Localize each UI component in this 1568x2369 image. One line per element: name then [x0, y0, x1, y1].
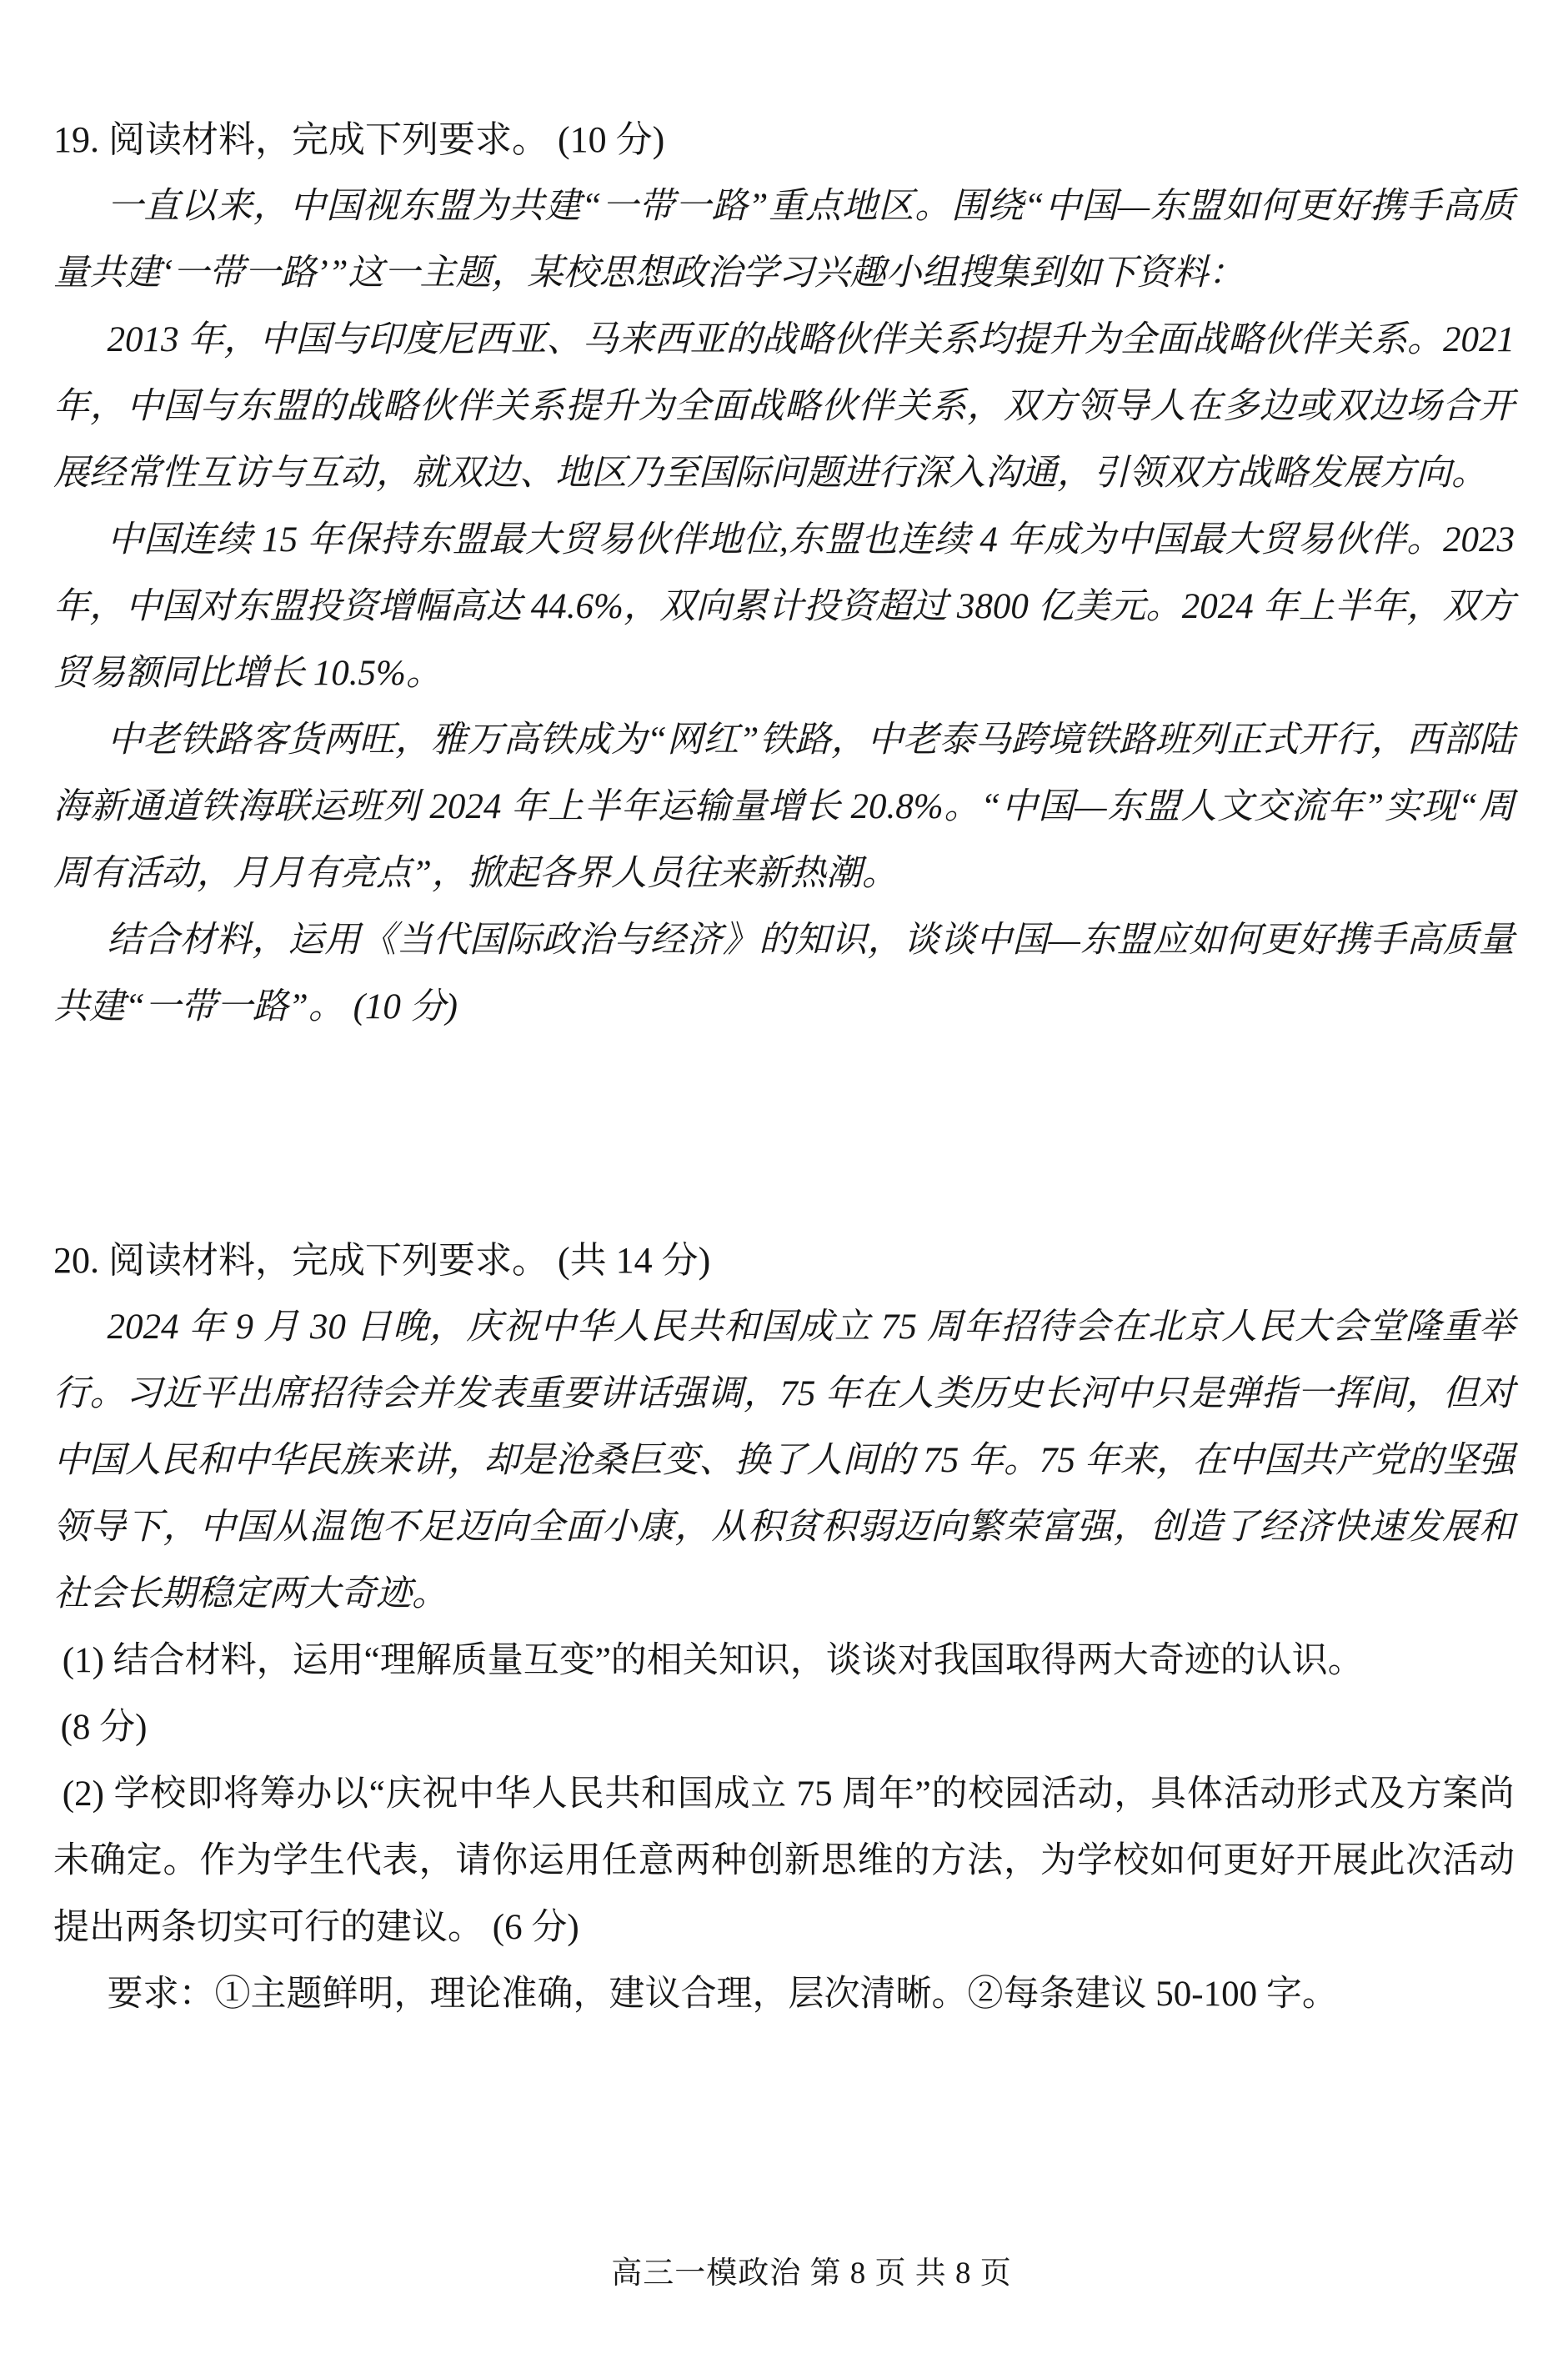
- page-footer: 高三一模政治 第 8 页 共 8 页: [611, 2256, 1012, 2291]
- question-20-sub-question-2: (2) 学校即将筹办以“庆祝中华人民共和国成立 75 周年”的校园活动，具体活动形式及方案尚未确定。作为学生代表，请你运用任意两种创新思维的方法，为学校如何更好开展此次活动提出两条切实可行的建议。 (6 分): [53, 1774, 1515, 1947]
- question-19-task: 结合材料，运用《当代国际政治与经济》的知识，谈谈中国—东盟应如何更好携手高质量共建“一带一路”。 (10 分): [53, 921, 1515, 1026]
- question-19-material-paragraph-3: 中老铁路客货两旺，雅万高铁成为“网红”铁路，中老泰马跨境铁路班列正式开行，西部陆海新通道铁海联运班列 2024 年上半年运输量增长 20.8%。“中国—东盟人文交流年”实现“周周有活动，月月有亮点”，掀起各界人员往来新热潮。: [53, 720, 1515, 893]
- question-20: [53, 1227, 1515, 2028]
- question-20-material-paragraph: 2024 年 9 月 30 日晚，庆祝中华人民共和国成立 75 周年招待会在北京人民大会堂隆重举行。习近平出席招待会并发表重要讲话强调，75 年在人类历史长河中只是弹指一挥间，但对中国人民和中华民族来讲，却是沧桑巨变、换了人间的 75 年。75 年来，在中国共产党的坚强领导下，中国从温饱不足迈向全面小康，从积贫积弱迈向繁荣富强，创造了经济快速发展和社会长期稳定两大奇迹。: [53, 1307, 1515, 1614]
- page-content: [53, 107, 1515, 2028]
- question-20-header: 20. 阅读材料，完成下列要求。 (共 14 分): [53, 1240, 711, 1281]
- question-20-sub-question-1: (1) 结合材料，运用“理解质量互变”的相关知识，谈谈对我国取得两大奇迹的认识。: [62, 1641, 1364, 1680]
- question-19: [53, 107, 1515, 1041]
- question-19-material-paragraph-1: 2013 年，中国与印度尼西亚、马来西亚的战略伙伴关系均提升为全面战略伙伴关系。2021 年，中国与东盟的战略伙伴关系提升为全面战略伙伴关系，双方领导人在多边或双边场合开展经常性互访与互动，就双边、地区乃至国际问题进行深入沟通，引领双方战略发展方向。: [53, 320, 1515, 493]
- question-19-material-paragraph-2: 中国连续 15 年保持东盟最大贸易伙伴地位,东盟也连续 4 年成为中国最大贸易伙伴。2023 年，中国对东盟投资增幅高达 44.6%，双向累计投资超过 3800 亿美元。2024 年上半年，双方贸易额同比增长 10.5%。: [53, 520, 1515, 693]
- question-19-intro-paragraph: 一直以来，中国视东盟为共建“一带一路”重点地区。围绕“中国—东盟如何更好携手高质量共建‘一带一路’”这一主题，某校思想政治学习兴趣小组搜集到如下资料：: [53, 187, 1515, 293]
- question-20-sub-question-1-score: (8 分): [60, 1708, 148, 1747]
- question-19-header: 19. 阅读材料，完成下列要求。 (10 分): [53, 119, 665, 160]
- question-20-requirements-note: 要求：①主题鲜明，理论准确，建议合理，层次清晰。②每条建议 50-100 字。: [107, 1975, 1338, 2014]
